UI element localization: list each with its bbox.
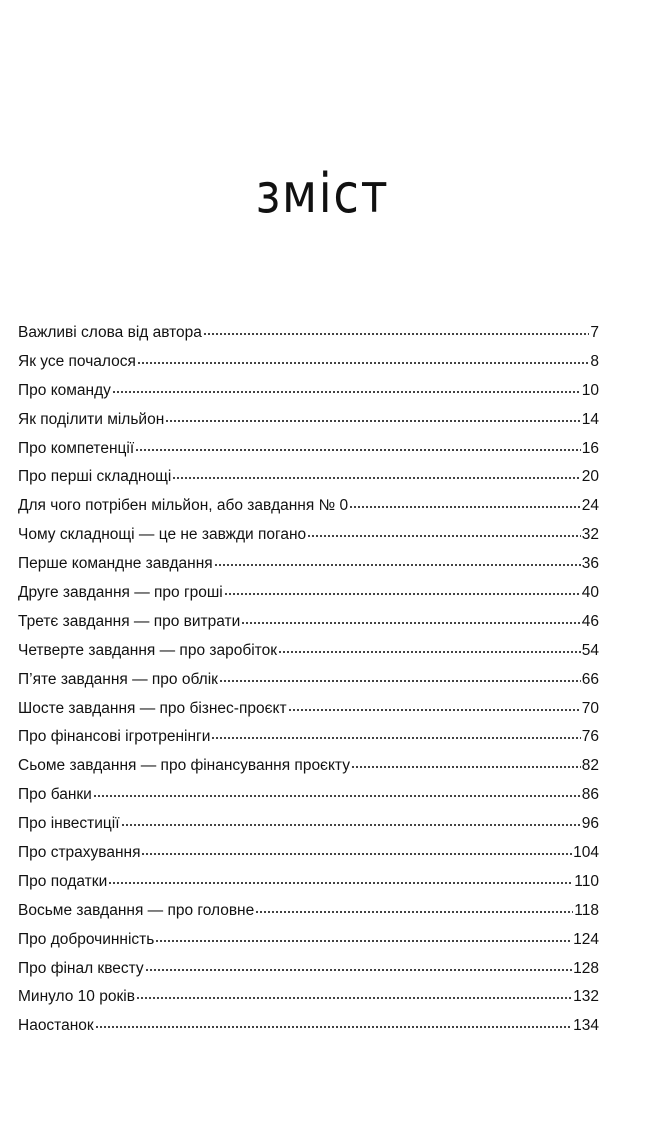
toc-entry-page: 128 bbox=[573, 959, 599, 977]
toc-entry bbox=[18, 463, 599, 492]
toc-entry-title: Як поділити мільйон bbox=[18, 410, 165, 428]
toc-entry bbox=[18, 637, 599, 666]
toc-entry bbox=[18, 377, 599, 406]
toc-entry-page: 36 bbox=[581, 555, 599, 573]
toc-entry bbox=[18, 666, 599, 695]
dot-leader bbox=[214, 563, 581, 567]
toc-entry bbox=[18, 781, 599, 810]
toc-entry-title: Про команду bbox=[18, 381, 111, 399]
toc-entry bbox=[18, 983, 599, 1012]
dot-leader bbox=[224, 592, 581, 596]
toc-entry-page: 8 bbox=[590, 352, 599, 370]
toc-entry-title: Про банки bbox=[18, 786, 92, 804]
toc-entry-title: Третє завдання — про витрати bbox=[18, 612, 241, 630]
toc-entry-page: 66 bbox=[581, 670, 599, 688]
dot-leader bbox=[141, 852, 572, 856]
toc-entry-title: Четверте завдання — про заробіток bbox=[18, 641, 277, 659]
toc-entry bbox=[18, 406, 599, 435]
toc-entry-page: 134 bbox=[573, 1017, 599, 1035]
toc-entry-title: Восьме завдання — про головне bbox=[18, 901, 255, 919]
toc-entry-title: Наостанок bbox=[18, 1017, 94, 1035]
toc-entry-page: 16 bbox=[581, 439, 599, 457]
dot-leader bbox=[137, 361, 589, 365]
toc-entry-page: 10 bbox=[581, 381, 599, 399]
toc-entry bbox=[18, 608, 599, 637]
toc-entry bbox=[18, 810, 599, 839]
toc-entry bbox=[18, 521, 599, 550]
toc-entry-title: Про інвестиції bbox=[18, 815, 120, 833]
dot-leader bbox=[121, 823, 581, 827]
toc-entry-title: П’яте завдання — про облік bbox=[18, 670, 218, 688]
toc-entry-page: 82 bbox=[581, 757, 599, 775]
toc-entry-page: 132 bbox=[573, 988, 599, 1006]
toc-entry bbox=[18, 955, 599, 984]
dot-leader bbox=[95, 1025, 572, 1029]
toc-entry-page: 54 bbox=[581, 641, 599, 659]
toc-entry bbox=[18, 435, 599, 464]
toc-entry-title: Про перші складнощі bbox=[18, 468, 172, 486]
toc-entry-page: 24 bbox=[581, 497, 599, 515]
toc-entry-title: Минуло 10 років bbox=[18, 988, 135, 1006]
dot-leader bbox=[135, 448, 581, 452]
dot-leader bbox=[307, 534, 581, 538]
dot-leader bbox=[349, 505, 581, 509]
toc-entry bbox=[18, 348, 599, 377]
dot-leader bbox=[219, 679, 581, 683]
toc-entry-title: Про страхування bbox=[18, 844, 141, 862]
toc-entry-page: 40 bbox=[581, 584, 599, 602]
toc-entry-title: Чому складнощі — це не завжди погано bbox=[18, 526, 307, 544]
toc-entry bbox=[18, 550, 599, 579]
toc-entry-title: Про фінансові ігротренінги bbox=[18, 728, 211, 746]
dot-leader bbox=[136, 996, 572, 1000]
toc-entry-page: 110 bbox=[574, 872, 599, 890]
dot-leader bbox=[351, 765, 581, 769]
toc-entry-page: 7 bbox=[590, 324, 599, 341]
toc-entry-page: 76 bbox=[581, 728, 599, 746]
toc-entry-title: Перше командне завдання bbox=[18, 555, 213, 573]
dot-leader bbox=[108, 881, 573, 885]
toc-entry-title: Про фінал квесту bbox=[18, 959, 144, 977]
toc-entry-title: Для чого потрібен мільйон, або завдання № 0 bbox=[18, 497, 349, 515]
dot-leader bbox=[112, 390, 581, 394]
dot-leader bbox=[155, 939, 572, 943]
toc-entry-title: Друге завдання — про гроші bbox=[18, 584, 223, 602]
toc-entry-title: Сьоме завдання — про фінансування проєкту bbox=[18, 757, 350, 775]
toc-entry-page: 70 bbox=[581, 699, 599, 717]
toc-entry bbox=[18, 752, 599, 781]
toc-entry-page: 46 bbox=[581, 612, 599, 630]
toc-entry bbox=[18, 723, 599, 752]
dot-leader bbox=[255, 910, 573, 914]
dot-leader bbox=[278, 650, 581, 654]
toc-entry-page: 96 bbox=[581, 815, 599, 833]
toc-entry-title: Про доброчинність bbox=[18, 930, 155, 948]
toc-entry-page: 118 bbox=[574, 901, 599, 919]
dot-leader bbox=[165, 419, 580, 423]
page-title: зміст bbox=[255, 162, 390, 225]
toc-entry bbox=[18, 868, 599, 897]
toc-entry bbox=[18, 839, 599, 868]
toc-entry bbox=[18, 579, 599, 608]
toc-entry bbox=[18, 1012, 599, 1041]
toc-entry bbox=[18, 926, 599, 955]
toc-entry-title: Про компетенції bbox=[18, 439, 135, 457]
dot-leader bbox=[93, 794, 581, 798]
toc-entry-page: 14 bbox=[581, 410, 599, 428]
toc-entry-page: 124 bbox=[573, 930, 599, 948]
toc-entry bbox=[18, 695, 599, 724]
dot-leader bbox=[241, 621, 580, 625]
dot-leader bbox=[211, 736, 580, 740]
toc-entry-page: 20 bbox=[581, 468, 599, 486]
dot-leader bbox=[288, 708, 581, 712]
toc-entry-page: 86 bbox=[581, 786, 599, 804]
toc-entry-page: 32 bbox=[581, 526, 599, 544]
dot-leader bbox=[203, 332, 589, 336]
dot-leader bbox=[145, 968, 572, 972]
toc-entry-title: Шосте завдання — про бізнес-проєкт bbox=[18, 699, 287, 717]
toc-entry bbox=[18, 897, 599, 926]
table-of-contents bbox=[18, 319, 599, 1041]
dot-leader bbox=[172, 476, 580, 480]
toc-entry-page: 104 bbox=[573, 844, 599, 862]
toc-entry bbox=[18, 319, 599, 348]
toc-entry-title: Як усе почалося bbox=[18, 352, 136, 370]
toc-entry-title: Важливі слова від автора bbox=[18, 324, 202, 341]
toc-entry-title: Про податки bbox=[18, 872, 108, 890]
toc-entry bbox=[18, 492, 599, 521]
